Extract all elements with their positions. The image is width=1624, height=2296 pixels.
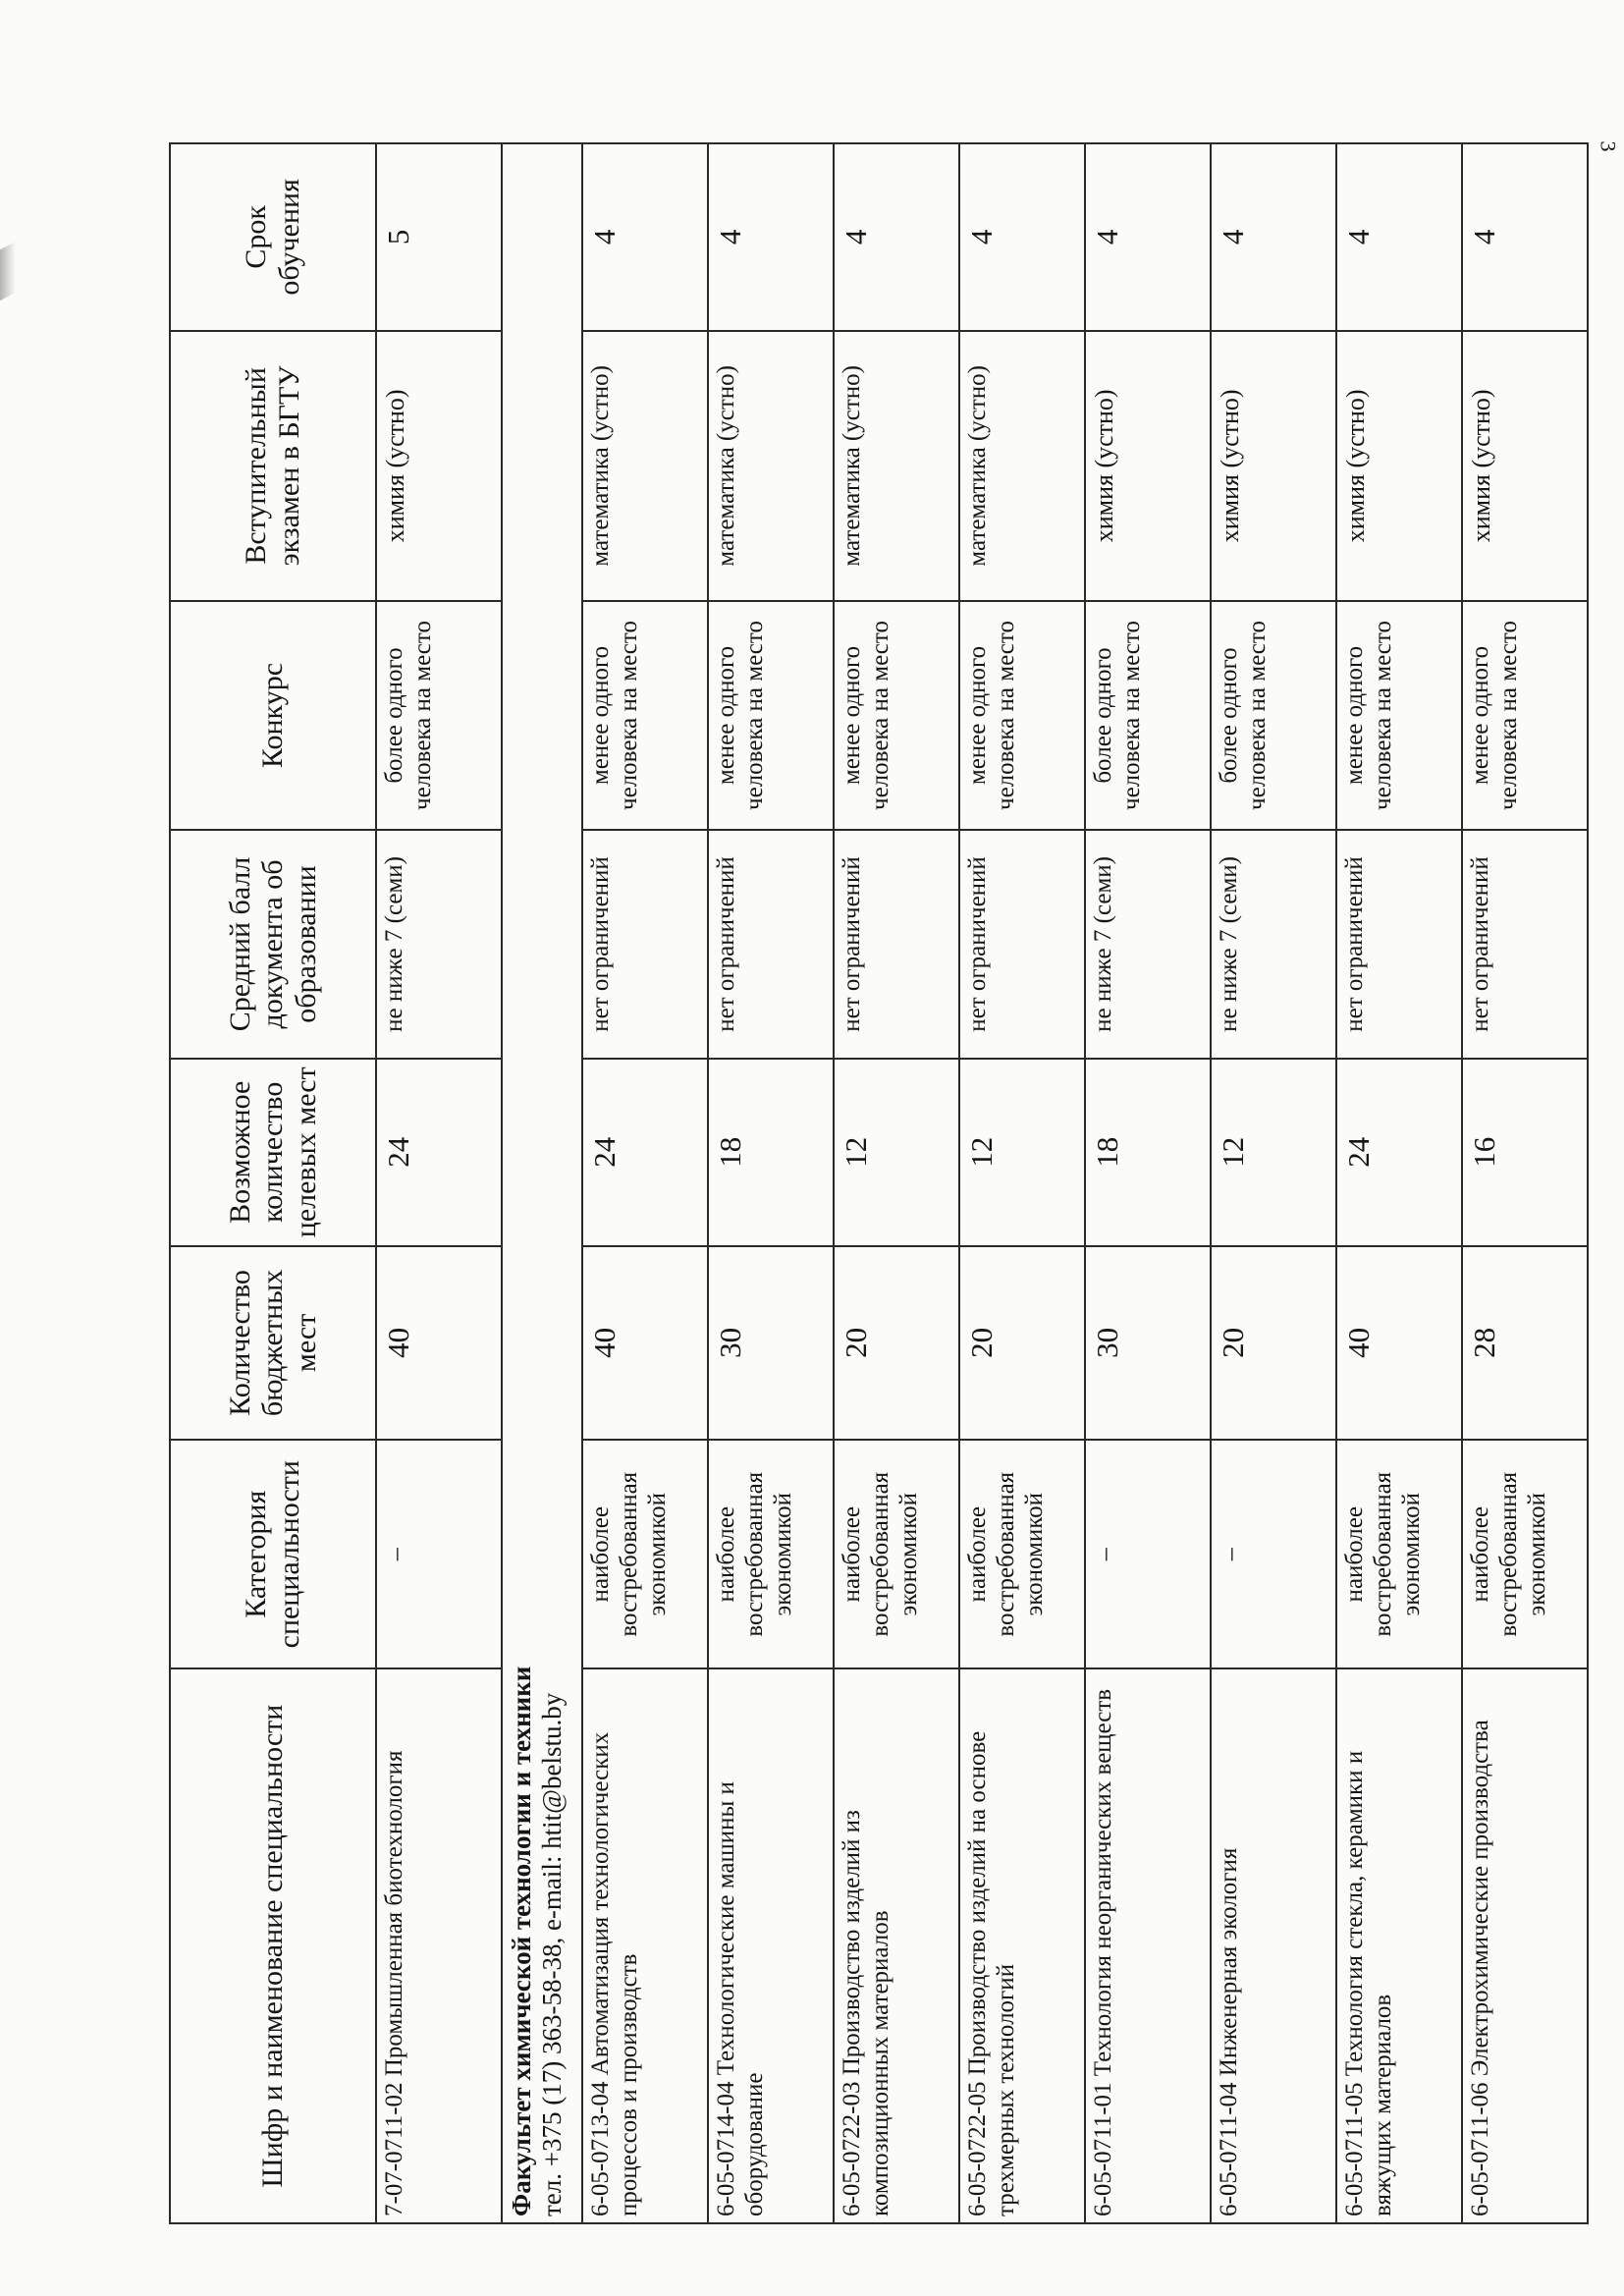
header-exam: Вступительный экзамен в БГТУ: [170, 331, 376, 601]
cell-score: нет ограничений: [582, 830, 708, 1059]
cell-category: наиболее востребованная экономикой: [1336, 1440, 1462, 1668]
table-row: [959, 143, 1085, 2223]
cell-term: 4: [708, 143, 834, 331]
cell-term: 4: [1336, 143, 1462, 331]
cell-name: 7-07-0711-02 Промышленная биотехнология: [376, 1668, 502, 2223]
cell-budget: 20: [959, 1246, 1085, 1441]
scan-fold-shadow: [0, 242, 16, 301]
cell-name: 6-05-0711-01 Технология неорганических веществ: [1085, 1668, 1211, 2223]
cell-target: 18: [1085, 1059, 1211, 1246]
admissions-table: [169, 142, 1589, 2224]
cell-term: 5: [376, 143, 502, 331]
cell-target: 18: [708, 1059, 834, 1246]
cell-exam: математика (устно): [708, 331, 834, 601]
cell-category: –: [1211, 1440, 1336, 1668]
cell-score: не ниже 7 (семи): [376, 830, 502, 1059]
cell-exam: математика (устно): [582, 331, 708, 601]
table-row: [1085, 143, 1211, 2223]
cell-target: 12: [959, 1059, 1085, 1246]
cell-term: 4: [1462, 143, 1588, 331]
cell-score: нет ограничений: [1336, 830, 1462, 1059]
cell-category: наиболее востребованная экономикой: [1462, 1440, 1588, 1668]
cell-competition: более одного человека на место: [1211, 601, 1336, 830]
header-target: Возможное количество целевых мест: [170, 1059, 376, 1246]
table-row: [1462, 143, 1588, 2223]
table-row: [1336, 143, 1462, 2223]
cell-score: нет ограничений: [1462, 830, 1588, 1059]
cell-exam: математика (устно): [834, 331, 959, 601]
cell-budget: 40: [582, 1246, 708, 1441]
table-row: [376, 143, 502, 2223]
cell-score: нет ограничений: [708, 830, 834, 1059]
faculty-cell: [502, 143, 582, 2223]
cell-exam: химия (устно): [1211, 331, 1336, 601]
cell-exam: химия (устно): [1462, 331, 1588, 601]
cell-competition: менее одного человека на место: [1462, 601, 1588, 830]
cell-category: наиболее востребованная экономикой: [708, 1440, 834, 1668]
cell-budget: 40: [1336, 1246, 1462, 1441]
page-number: 3: [1596, 140, 1621, 152]
header-budget: Количество бюджетных мест: [170, 1246, 376, 1441]
cell-competition: более одного человека на место: [1085, 601, 1211, 830]
faculty-row: [502, 143, 582, 2223]
cell-exam: математика (устно): [959, 331, 1085, 601]
cell-budget: 40: [376, 1246, 502, 1441]
header-term: Срок обучения: [170, 143, 376, 331]
header-category: Категория специальности: [170, 1440, 376, 1668]
cell-target: 24: [1336, 1059, 1462, 1246]
cell-name: 6-05-0711-05 Технология стекла, керамики и вяжущих материалов: [1336, 1668, 1462, 2223]
cell-term: 4: [1211, 143, 1336, 331]
cell-budget: 28: [1462, 1246, 1588, 1441]
cell-target: 12: [834, 1059, 959, 1246]
faculty-title: Факультет химической технологии и техники: [507, 1666, 536, 2216]
cell-competition: менее одного человека на место: [1336, 601, 1462, 830]
header-name: Шифр и наименование специальности: [170, 1668, 376, 2223]
cell-term: 4: [1085, 143, 1211, 331]
cell-name: 6-05-0713-04 Автоматизация технологических процессов и производств: [582, 1668, 708, 2223]
cell-target: 24: [376, 1059, 502, 1246]
cell-category: наиболее востребованная экономикой: [959, 1440, 1085, 1668]
header-score: Средний балл документа об образовании: [170, 830, 376, 1059]
cell-category: –: [376, 1440, 502, 1668]
faculty-contact: тел. +375 (17) 363-58-38, e-mail: htit@belstu.by: [537, 1692, 568, 2216]
landscape-sheet: [169, 142, 1550, 2224]
cell-exam: химия (устно): [1085, 331, 1211, 601]
cell-score: не ниже 7 (семи): [1211, 830, 1336, 1059]
table-row: [582, 143, 708, 2223]
header-competition: Конкурс: [170, 601, 376, 830]
table-row: [1211, 143, 1336, 2223]
cell-name: 6-05-0711-06 Электрохимические производства: [1462, 1668, 1588, 2223]
cell-name: 6-05-0722-03 Производство изделий из композиционных материалов: [834, 1668, 959, 2223]
cell-name: 6-05-0722-05 Производство изделий на основе трехмерных технологий: [959, 1668, 1085, 2223]
rotated-page-container: [169, 142, 1550, 2224]
cell-target: 16: [1462, 1059, 1588, 1246]
cell-target: 24: [582, 1059, 708, 1246]
cell-exam: химия (устно): [376, 331, 502, 601]
cell-name: 6-05-0714-04 Технологические машины и оборудование: [708, 1668, 834, 2223]
cell-term: 4: [834, 143, 959, 331]
cell-term: 4: [959, 143, 1085, 331]
table-row: [708, 143, 834, 2223]
cell-term: 4: [582, 143, 708, 331]
cell-score: нет ограничений: [834, 830, 959, 1059]
table-header-row: [170, 143, 376, 2223]
cell-competition: менее одного человека на место: [708, 601, 834, 830]
cell-category: –: [1085, 1440, 1211, 1668]
cell-budget: 30: [1085, 1246, 1211, 1441]
cell-competition: менее одного человека на место: [582, 601, 708, 830]
cell-score: не ниже 7 (семи): [1085, 830, 1211, 1059]
cell-exam: химия (устно): [1336, 331, 1462, 601]
cell-competition: более одного человека на место: [376, 601, 502, 830]
cell-category: наиболее востребованная экономикой: [582, 1440, 708, 1668]
cell-competition: менее одного человека на место: [959, 601, 1085, 830]
cell-score: нет ограничений: [959, 830, 1085, 1059]
cell-target: 12: [1211, 1059, 1336, 1246]
cell-category: наиболее востребованная экономикой: [834, 1440, 959, 1668]
cell-budget: 30: [708, 1246, 834, 1441]
table-row: [834, 143, 959, 2223]
cell-name: 6-05-0711-04 Инженерная экология: [1211, 1668, 1336, 2223]
cell-competition: менее одного человека на место: [834, 601, 959, 830]
cell-budget: 20: [1211, 1246, 1336, 1441]
cell-budget: 20: [834, 1246, 959, 1441]
